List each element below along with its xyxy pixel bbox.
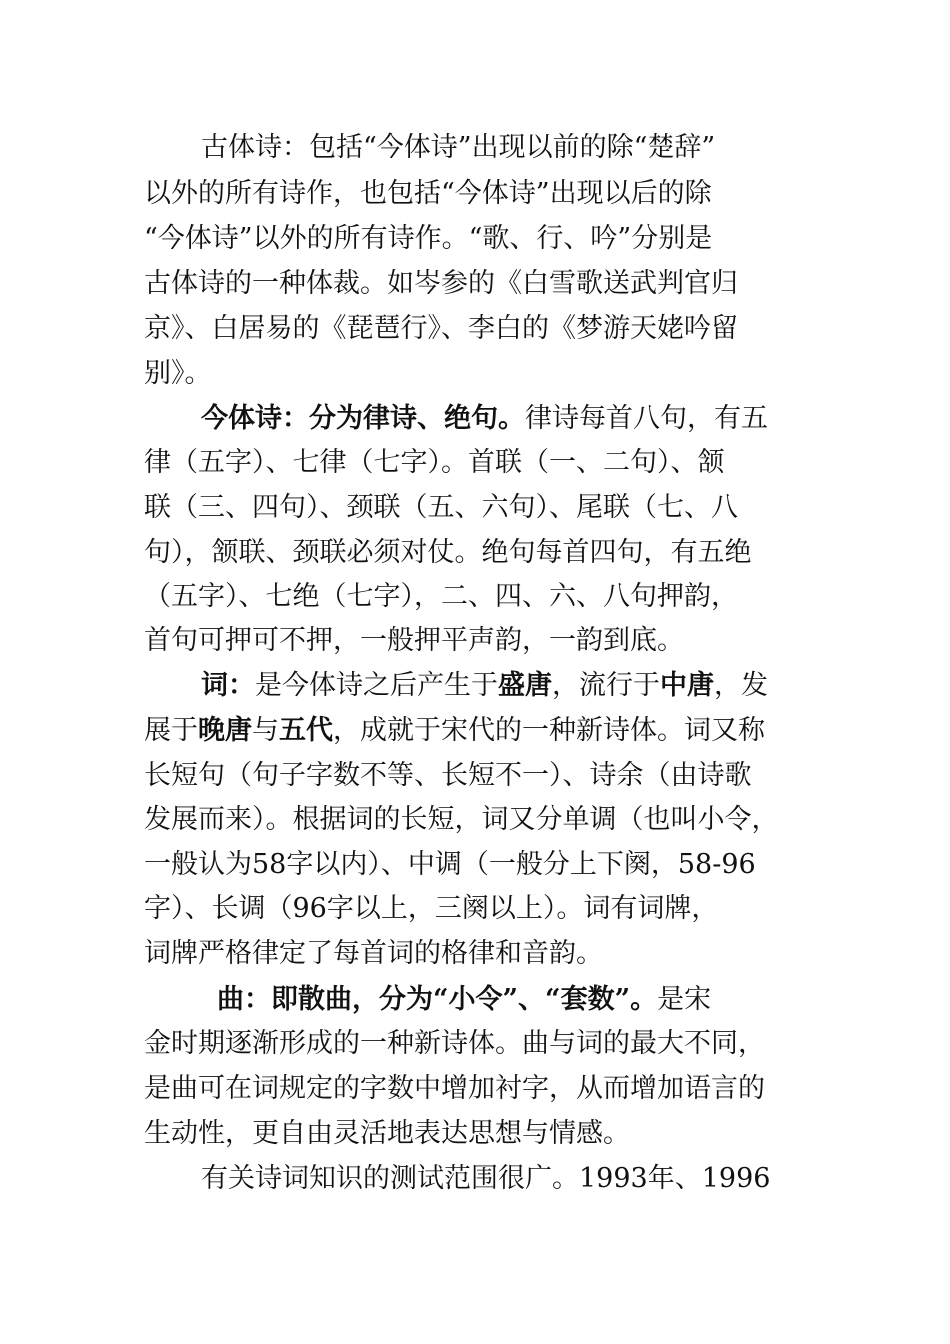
text-run: 与 bbox=[252, 715, 279, 746]
text-line: （五字）、七绝（七字），二、四、六、八句押韵， bbox=[144, 581, 738, 612]
text-line: 金时期逐渐形成的一种新诗体。曲与词的最大不同， bbox=[144, 1028, 765, 1059]
text-run: 律诗每首八句，有五 bbox=[525, 403, 768, 434]
text-line: 律（五字）、七律（七字）。首联（一、二句）、颔 bbox=[144, 447, 725, 478]
section-heading: 今体诗：分为律诗、绝句。 bbox=[201, 403, 525, 434]
bold-term: 盛唐 bbox=[498, 670, 552, 701]
section-heading: 曲：即散曲，分为“小令”、“套数”。 bbox=[217, 984, 658, 1015]
text-line: 古体诗的一种体裁。如岑参的《白雪歌送武判官归 bbox=[144, 268, 738, 299]
text-line: 生动性，更自由灵活地表达思想与情感。 bbox=[144, 1118, 630, 1149]
text-run: ，发 bbox=[714, 670, 768, 701]
text-line: 以外的所有诗作，也包括“今体诗”出现以后的除 bbox=[144, 178, 712, 209]
bold-term: 中唐 bbox=[660, 670, 714, 701]
section-heading: 词： bbox=[201, 670, 255, 701]
text-line: 词牌严格律定了每首词的格律和音韵。 bbox=[144, 938, 603, 969]
text-run: 是宋 bbox=[657, 984, 712, 1015]
text-line: 京》、白居易的《琵琶行》、李白的《梦游天姥吟留 bbox=[144, 313, 738, 344]
text-line: 有关诗词知识的测试范围很广。1993年、1996 bbox=[201, 1163, 771, 1194]
text-line: 一般认为58字以内）、中调（一般分上下阕，58-96 bbox=[144, 849, 756, 880]
bold-term: 晚唐 bbox=[198, 715, 252, 746]
text-line: 联（三、四句）、颈联（五、六句）、尾联（七、八 bbox=[144, 492, 738, 523]
text-line bbox=[217, 978, 711, 1022]
text-run: 展于 bbox=[144, 715, 198, 746]
text-line: 别》。 bbox=[144, 358, 212, 389]
text-run: 是今体诗之后产生于 bbox=[255, 670, 498, 701]
text-line: “今体诗”以外的所有诗作。“歌、行、吟”分别是 bbox=[144, 223, 713, 254]
text-line bbox=[201, 397, 768, 441]
text-line: 长短句（句子字数不等、长短不一）、诗余（由诗歌 bbox=[144, 760, 752, 791]
text-run: ，成就于宋代的一种新诗体。词又称 bbox=[333, 715, 765, 746]
text-line: 字）、长调（96字以上，三阕以上）。词有词牌， bbox=[144, 893, 719, 924]
text-line: 古体诗：包括“今体诗”出现以前的除“楚辞” bbox=[201, 132, 716, 163]
text-line: 发展而来）。根据词的长短，词又分单调（也叫小令， bbox=[144, 804, 779, 835]
text-line: 是曲可在词规定的字数中增加衬字，从而增加语言的 bbox=[144, 1073, 765, 1104]
text-run: ，流行于 bbox=[552, 670, 660, 701]
text-line: 句），颔联、颈联必须对仗。绝句每首四句，有五绝 bbox=[144, 537, 752, 568]
text-line bbox=[201, 664, 768, 708]
text-line bbox=[144, 709, 765, 753]
bold-term: 五代 bbox=[279, 715, 333, 746]
text-line: 首句可押可不押，一般押平声韵，一韵到底。 bbox=[144, 625, 684, 656]
